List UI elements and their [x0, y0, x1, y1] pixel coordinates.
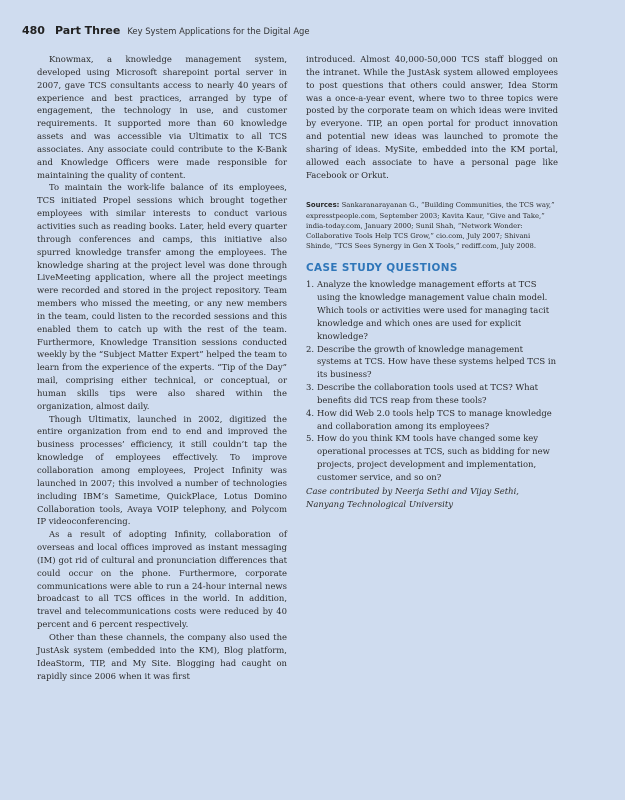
question-item — [306, 343, 558, 382]
question-text: How do you think KM tools have changed some key operational processes at TCS, such as bidding for new projects, project development and implementation, customer service, and so on? — [317, 433, 550, 482]
left-column — [37, 53, 287, 682]
sources-label: Sources: — [306, 201, 340, 210]
question-item — [306, 407, 558, 433]
paragraph-work-life-balance: To maintain the work-life balance of its employees, TCS initiated Propel sessions which brought together employees with similar interests to conduct various activities such as reading books. Later, held every quarter through conferences and camps, this initiative also spurred knowledge transfer among the employees. The knowledge sharing at the project level was done through LiveMeeting application, where all the project meetings were recorded and stored in the project repository. Team members who missed the meeting, or any new members in the team, could listen to the recorded sessions and this enabled them to catch up with the rest of the team. Furthermore, Knowledge Transition sessions conducted weekly by the “Subject Matter Expert” helped the team to learn from the experience of the experts. “Tip of the Day” mail, comprising either technical, or conceptual, or human skills tips were also shared within the organization, almost daily. — [37, 182, 287, 411]
question-number: 3. — [306, 382, 315, 393]
paragraph-ultimatix: Though Ultimatix, launched in 2002, digitized the entire organization from end to end and improved the business processes’ efficiency, it still couldn’t tap the knowledge of employees effectively. To improve collaboration among employees, Project Infinity was launched in 2007; this involved a number of technologies including IBM’s Sametime, QuickPlace, Lotus Domino Collaboration tools, Avaya VOIP telephony, and Polycom IP videoconferencing. — [37, 413, 287, 527]
sources-note — [306, 200, 558, 251]
part-label: Part Three — [54, 24, 121, 37]
sources-text: Sankaranarayanan G., “Building Communities, the TCS way,” expresstpeople.com, September 2003; Kavita Kaur, “Give and Take,” india-today.com, January 2000; Sunil Shah, “Network Wonder: Collaborative Tools Help TCS Grow,” cio.com, July 2007; Shivani Shinde, “TCS Sees Synergy in Gen X Tools,” rediff.com, July 2008. — [306, 201, 555, 251]
question-text: How did Web 2.0 tools help TCS to manage knowledge and collaboration among its employees? — [317, 407, 552, 431]
question-number: 2. — [306, 343, 315, 354]
right-column — [306, 53, 558, 510]
question-text: Analyze the knowledge management efforts at TCS using the knowledge management value chain model. Which tools or activities were used for managing tacit knowledge and which ones are used for explicit knowledge? — [317, 279, 550, 341]
running-header — [22, 24, 310, 40]
case-credit: Case contributed by Neerja Sethi and Vijay Sethi, Nanyang Technological University — [306, 485, 519, 509]
paragraph-continuation: introduced. Almost 40,000-50,000 TCS staff blogged on the intranet. While the JustAsk system allowed employees to post questions that others could answer, Idea Storm was a once-a-year event, where two to three topics were posted by the corporate team on which ideas were invited by everyone. TIP, an open portal for product innovation and potential new ideas was launched to promote the sharing of ideas. MySite, embedded into the KM portal, allowed each associate to have a personal page like Facebook or Orkut. — [306, 54, 558, 180]
question-text: Describe the growth of knowledge management systems at TCS. How have these systems helped TCS in its business? — [317, 343, 557, 380]
part-title: Key System Applications for the Digital Age — [127, 26, 310, 36]
question-item — [306, 381, 558, 407]
case-study-heading: CASE STUDY QUESTIONS — [306, 262, 458, 275]
question-number: 1. — [306, 279, 315, 290]
page-number: 480 — [22, 24, 45, 37]
question-text: Describe the collaboration tools used at TCS? What benefits did TCS reap from these tools? — [317, 382, 538, 405]
paragraph-infinity: As a result of adopting Infinity, collaboration of overseas and local offices improved as instant messaging (IM) got rid of cultural and pronunciation differences that could occur on the phone. Furthermore, corporate communications were able to run a 24-hour internal news broadcast to all TCS offices in the world. In addition, travel and telecommunications costs were reduced by 40 percent and 6 percent respectively. — [37, 529, 287, 630]
question-number: 4. — [306, 407, 315, 418]
paragraph-other-channels: Other than these channels, the company also used the JustAsk system (embedded into the KM), Blog platform, IdeaStorm, TIP, and My Site. Blogging had caught on rapidly since 2006 when it was first — [37, 631, 287, 681]
question-item — [306, 278, 558, 342]
question-item — [306, 432, 558, 483]
paragraph-knowmax: Knowmax, a knowledge management system, developed using Microsoft sharepoint portal server in 2007, gave TCS consultants access to nearly 40 years of experience and best practices, arranged by type of engagement, the technology in use, and customer requirements. It supported more than 60 knowledge assets and was accessible via Ultimatix to all TCS associates. Any associate could contribute to the K-Bank and Knowledge Officers were made responsible for maintaining the quality of content. — [37, 54, 287, 180]
question-number: 5. — [306, 433, 315, 444]
question-list — [306, 278, 558, 484]
